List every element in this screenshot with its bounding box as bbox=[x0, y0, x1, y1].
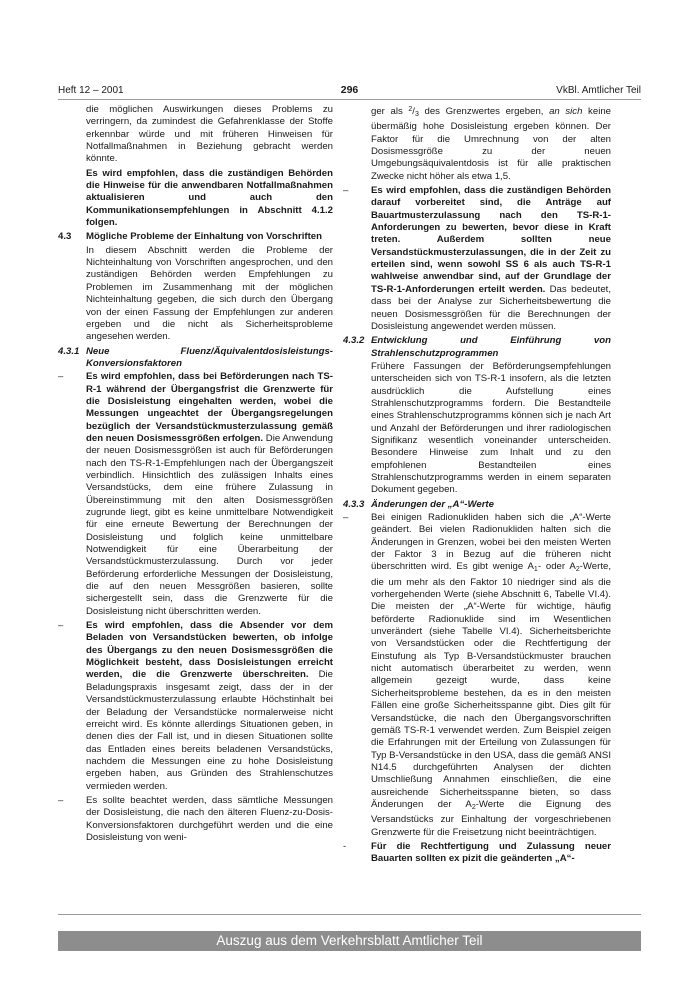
page-number: 296 bbox=[340, 84, 359, 96]
bullet-paragraph: Es wird empfohlen, dass bei Beförderungen nach TS-R-1 während der Übergangsfrist die Grenzwerte für die Dosisleistung eingehalten werden, wobei die Messungen ungeachtet der Übergangsregelungen bezüglich der Versandstückmusterzulassung gemäß den neuen Dosismessgrößen erfolgen. Die Anwendung der neuen Dosismessgrößen ist auch für Beförderungen nach den TS-R-1-Empfehlungen nach der Übergangszeit verbindlich. Hinsichtlich des zulässigen Inhalts eines Versandstücks, dem eine frühere Zulassung in Übereinstimmung mit den alten Dosismessgrößen zugrunde liegt, gibt es keine unmittelbare Notwendigkeit für eine erneute Bewertung der Berechnungen der Dosisleistung und folglich keine unmittelbare Notwendigkeit für eine Überarbeitung der Versandstückmusterzulassung. Durch vor jeder Beförderung erforderliche Messungen der Dosisleistung, die auf den neuen Messgrößen basieren, sollte sichergestellt sein, dass die Grenzwerte für die Dosisleistung nicht überschritten werden. bbox=[86, 371, 334, 617]
footer-rule bbox=[58, 914, 641, 915]
section-4-3-1-heading bbox=[58, 346, 333, 371]
bullet-item bbox=[343, 512, 611, 839]
dash-marker: – bbox=[343, 185, 349, 197]
bullet-item bbox=[343, 185, 611, 333]
bullet-item bbox=[343, 841, 611, 866]
bullet-paragraph: Für die Rechtfertigung und Zulassung neuer Bauarten sollten ex pizit die geänderten „A“- bbox=[371, 840, 611, 865]
bullet-item bbox=[58, 795, 333, 844]
recommendation-block bbox=[58, 168, 333, 230]
section-number: 4.3.2 bbox=[343, 335, 365, 347]
section-number: 4.3.3 bbox=[343, 498, 365, 510]
section-title: Entwicklung und Einführung von Strahlenschutzprogrammen bbox=[371, 335, 611, 359]
intro-block bbox=[58, 104, 333, 166]
section-4-3-2-body bbox=[343, 361, 611, 497]
section-paragraph: Frühere Fassungen der Beförderungsempfehlungen unterscheiden sich von TS-R-1 insofern, als die letzten ausdrücklich die Aufstellung eines Strahlenschutzprogramms fordern. Die Bestandteile eines Strahlenschutzprogramms können sich je nach Art und Anzahl der Beförderungen und ihrer radiologischen Signifikanz wesentlich voneinander unterscheiden. Besondere Hinweise zum Inhalt und zu den empfohlenen Bestandteilen eines Strahlenschutzprogramms werden in einem separaten Dokument gegeben. bbox=[371, 360, 611, 496]
section-4-3-heading bbox=[58, 231, 333, 243]
issue-label: Heft 12 – 2001 bbox=[58, 85, 124, 96]
footer-banner: Auszug aus dem Verkehrsblatt Amtlicher Teil bbox=[58, 931, 641, 951]
section-number: 4.3.1 bbox=[58, 345, 80, 357]
bullet-paragraph: Es wird empfohlen, dass die Absender vor dem Beladen von Versandstücken bewerten, ob infolge des Übergangs zu den neuen Dosismessgrößen die Möglichkeit besteht, dass Dosisleistungen erreicht werden, die die Grenzwerte überschreiten. Die Beladungspraxis insgesamt zeigt, dass der in der Versandstückmusterzulassung erlaubte Höchstinhalt bei der Beladung der Versandstücke normalerweise nicht erreicht wird. Es könnte allerdings Situationen geben, in denen dies der Fall ist, und in diesen Situationen sollte das Entladen eines bereits beladenen Versandstücks, nachdem die Messungen eine zu hohe Dosisleistung ergeben haben, aus Gründen des Strahlenschutzes vermieden werden. bbox=[86, 620, 334, 792]
continuation-paragraph: ger als $^2/_3$ des Grenzwertes ergeben, an sich keine übermäßig hohe Dosisleistung ergeben können. Der Faktor für die Umrechnung von der alten Dosismessgröße zu der neuen Umgebungsäquivalentdosis ist für alle praktischen Zwecke nicht höher als etwa 1,5. bbox=[371, 106, 611, 182]
bullet-item bbox=[58, 620, 333, 793]
dash-marker: – bbox=[343, 512, 349, 523]
section-number: 4.3 bbox=[58, 231, 72, 243]
right-column bbox=[343, 104, 611, 868]
section-4-3-2-heading bbox=[343, 335, 611, 360]
header-rule bbox=[58, 99, 641, 100]
left-column bbox=[58, 104, 333, 846]
dash-marker: – bbox=[58, 371, 64, 383]
section-title: Mögliche Probleme der Einhaltung von Vorschriften bbox=[86, 231, 322, 243]
bullet-paragraph: Es sollte beachtet werden, dass sämtliche Messungen der Dosisleistung, die nach den älteren Fluenz-zu-Dosis-Konversionsfaktoren durchgeführt werden und die eine Dosisleistung von weni- bbox=[86, 794, 333, 843]
bullet-item bbox=[58, 371, 333, 618]
page-header bbox=[58, 85, 641, 97]
publication-label: VkBl. Amtlicher Teil bbox=[556, 85, 641, 96]
section-4-3-body bbox=[58, 245, 333, 344]
bullet-paragraph: Bei einigen Radionukliden haben sich die „A“-Werte geändert. Bei vielen Radionukliden halten sich die Änderungen in Grenzen, wobei bei den meisten Werten der Faktor 3 in Bezug auf die früheren nicht überschritten wird. Es gibt wenige $A_1-$ oder $A_2$-Werte, die um mehr als den Faktor 10 niedriger sind als die vorhergehenden Werte (siehe Abschnitt 6, Tabelle VI.4). Die meisten der „A“-Werte für wichtige, häufig beförderte Radionuklide sind im Wesentlichen unverändert (siehe Tabelle VI.4). Sicherheitsberichte von Versandstücken oder die Rechtfertigung der Einstufung als Typ B-Versandstückmuster brauchen nicht automatisch überarbeitet zu werden, wenn allgemein gezeigt wurde, dass keine Sicherheitsprobleme bestehen, da es in den meisten Fällen eine große Sicherheitsspanne gibt. Dies gilt für Versandstücke, die nach den Übergangsvorschriften gemäß TS-R-1 verwendet werden. Zum Beispiel zeigen die Erfahrungen mit der Erteilung von Zulassungen für Typ B-Versandstücke in den USA, dass die gemäß ANSI N14.5 durchgeführten Analysen der dichten Umschließung Annahmen einschließen, die eine ausreichende Sicherheitsspanne bieten, so dass Änderungen der $A_2$-Werte die Eignung des Versandstücks zur Einhaltung der vorgeschriebenen Grenzwerte für die Freisetzung nicht beeinträchtigen. bbox=[371, 512, 611, 838]
dash-marker: – bbox=[58, 620, 64, 632]
continuation-block bbox=[343, 104, 611, 183]
section-title: Änderungen der „A“-Werte bbox=[371, 498, 494, 510]
section-paragraph: In diesem Abschnitt werden die Probleme der Nichteinhaltung von Vorschriften angesprochen, und den zuständigen Behörden werden Empfehlungen zu Problemen im Zusammenhang mit der möglichen Nichteinhaltung gegeben, die sich durch den Übergang von der einen Fassung der Empfehlungen zur anderen ergeben und die nicht als Sicherheitsprobleme angesehen werden. bbox=[86, 244, 333, 343]
recommendation-paragraph: Es wird empfohlen, dass die zuständigen Behörden die Hinweise für die anwendbaren Notfallmaßnahmen aktualisieren und auch den Kommunikationsempfehlungen in Abschnitt 4.1.2 folgen. bbox=[86, 167, 333, 229]
bullet-paragraph: Es wird empfohlen, dass die zuständigen Behörden darauf vorbereitet sind, die Anträge auf Bauartmusterzulassung nach den TS-R-1-Anforderungen zu bewerten, bevor diese in Kraft treten. Außerdem sollten neue Versandstückmusterzulassungen, die in der Zeit zu erteilen sind, wenn sowohl SS 6 als auch TS-R-1 wahlweise anwendbar sind, auf der Grundlage der TS-R-1-Anforderungen erteilt werden. Das bedeutet, dass bei der Analyse zur Sicherheitsbewertung die neuen Dosismessgrößen für die Berechnungen der Dosisleistung angewendet werden müssen. bbox=[371, 185, 611, 332]
section-4-3-3-heading bbox=[343, 499, 611, 511]
section-title: Neue Fluenz/Äquivalentdosisleistungs-Konversionsfaktoren bbox=[86, 345, 333, 369]
intro-paragraph: die möglichen Auswirkungen dieses Problems zu verringern, da zumindest die Gefahrenklasse der Stoffe erkennbar würde und mit früheren Hinweisen für Notfallmaßnahmen in Beziehung gebracht werden könnte. bbox=[86, 104, 333, 165]
dash-marker: - bbox=[343, 840, 347, 852]
dash-marker: – bbox=[58, 794, 64, 806]
